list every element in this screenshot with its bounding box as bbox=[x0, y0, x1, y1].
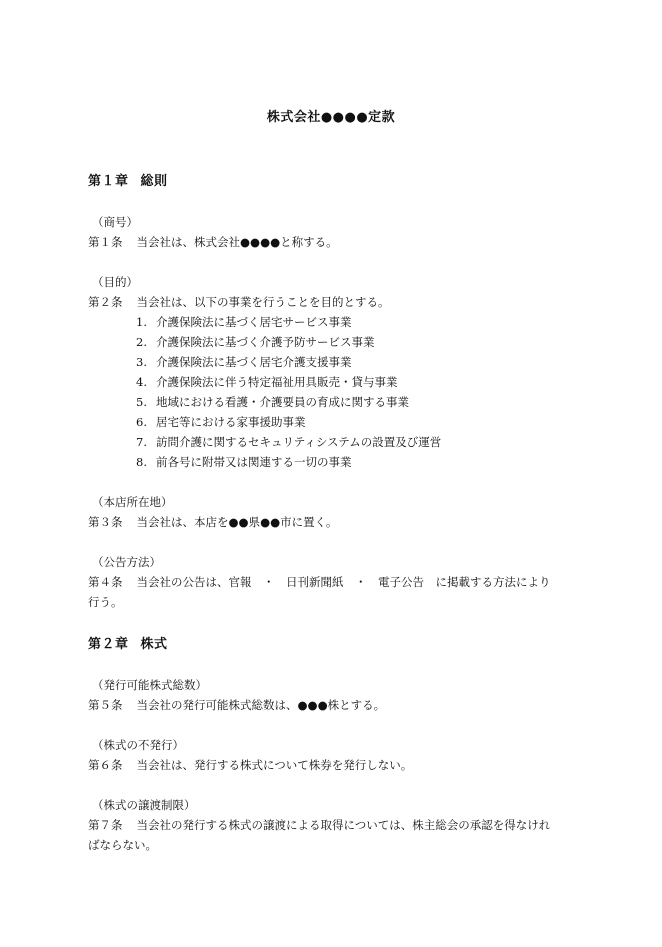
list-item bbox=[136, 372, 574, 392]
article-2 bbox=[88, 272, 574, 472]
list-item-number: 5. bbox=[136, 395, 147, 409]
article-5 bbox=[88, 675, 574, 715]
purpose-list bbox=[88, 312, 574, 472]
article-1 bbox=[88, 212, 574, 252]
chapter-1-heading bbox=[88, 172, 168, 192]
article-heading: （公告方法） bbox=[92, 555, 161, 569]
list-item bbox=[136, 332, 574, 352]
chapter-name: 総則 bbox=[140, 174, 168, 189]
list-item-number: 7. bbox=[136, 435, 147, 449]
article-heading: （商号） bbox=[92, 215, 138, 229]
article-body bbox=[88, 815, 574, 835]
article-text: 当会社は、発行する株式について株券を発行しない。 bbox=[136, 758, 413, 772]
article-number: 第２条 bbox=[88, 295, 123, 309]
list-item-text: 居宅等における家事援助事業 bbox=[156, 415, 306, 429]
article-text: 当会社の発行する株式の譲渡による取得については、株主総会の承認を得なけれ bbox=[136, 818, 551, 832]
article-text: 当会社の公告は、官報 ・ 日刊新聞紙 ・ 電子公告 に掲載する方法により bbox=[136, 575, 551, 589]
list-item-text: 地域における看護・介護要員の育成に関する事業 bbox=[156, 395, 409, 409]
article-body bbox=[88, 755, 574, 775]
article-heading: （本店所在地） bbox=[92, 495, 173, 509]
list-item-number: 6. bbox=[136, 415, 147, 429]
chapter-number: 第１章 bbox=[88, 174, 129, 189]
article-number: 第４条 bbox=[88, 575, 123, 589]
list-item bbox=[136, 352, 574, 372]
article-body bbox=[88, 232, 574, 252]
list-item bbox=[136, 412, 574, 432]
list-item-text: 介護保険法に基づく介護予防サービス事業 bbox=[156, 335, 375, 349]
document-title: 株式会社●●●●定款 bbox=[266, 110, 396, 125]
chapter-2-heading bbox=[88, 635, 168, 655]
article-text: 当会社は、以下の事業を行うことを目的とする。 bbox=[136, 295, 390, 309]
chapter-name: 株式 bbox=[140, 637, 168, 652]
list-item bbox=[136, 432, 574, 452]
article-number: 第３条 bbox=[88, 515, 123, 529]
article-number: 第５条 bbox=[88, 698, 123, 712]
chapter-number: 第２章 bbox=[88, 637, 129, 652]
list-item-text: 前各号に附帯又は関連する一切の事業 bbox=[156, 455, 352, 469]
article-6 bbox=[88, 735, 574, 775]
article-body bbox=[88, 695, 574, 715]
list-item-number: 3. bbox=[136, 355, 147, 369]
list-item-number: 4. bbox=[136, 375, 147, 389]
article-text-continued: ばならない。 bbox=[88, 838, 157, 852]
list-item-number: 2. bbox=[136, 335, 147, 349]
article-text-continued: 行う。 bbox=[88, 595, 123, 609]
article-heading: （目的） bbox=[92, 275, 138, 289]
list-item-text: 介護保険法に伴う特定福祉用具販売・貸与事業 bbox=[156, 375, 398, 389]
list-item bbox=[136, 452, 574, 472]
list-item-text: 介護保険法に基づく居宅介護支援事業 bbox=[156, 355, 352, 369]
article-heading: （株式の不発行） bbox=[92, 738, 184, 752]
article-7 bbox=[88, 795, 574, 855]
article-heading: （発行可能株式総数） bbox=[92, 678, 207, 692]
article-text: 当会社の発行可能株式総数は、●●●株とする。 bbox=[136, 698, 386, 712]
list-item-number: 1. bbox=[136, 315, 147, 329]
list-item-text: 介護保険法に基づく居宅サービス事業 bbox=[156, 315, 352, 329]
article-number: 第６条 bbox=[88, 758, 123, 772]
article-text: 当会社は、株式会社●●●●と称する。 bbox=[136, 235, 338, 249]
article-4 bbox=[88, 552, 574, 612]
list-item bbox=[136, 392, 574, 412]
article-3 bbox=[88, 492, 574, 532]
list-item-number: 8. bbox=[136, 455, 147, 469]
article-number: 第１条 bbox=[88, 235, 123, 249]
article-text: 当会社は、本店を●●県●●市に置く。 bbox=[136, 515, 338, 529]
article-body bbox=[88, 292, 574, 312]
article-number: 第７条 bbox=[88, 818, 123, 832]
list-item-text: 訪問介護に関するセキュリティシステムの設置及び運営 bbox=[156, 435, 442, 449]
article-body bbox=[88, 512, 574, 532]
article-body bbox=[88, 572, 574, 592]
list-item bbox=[136, 312, 574, 332]
article-heading: （株式の譲渡制限） bbox=[92, 798, 196, 812]
